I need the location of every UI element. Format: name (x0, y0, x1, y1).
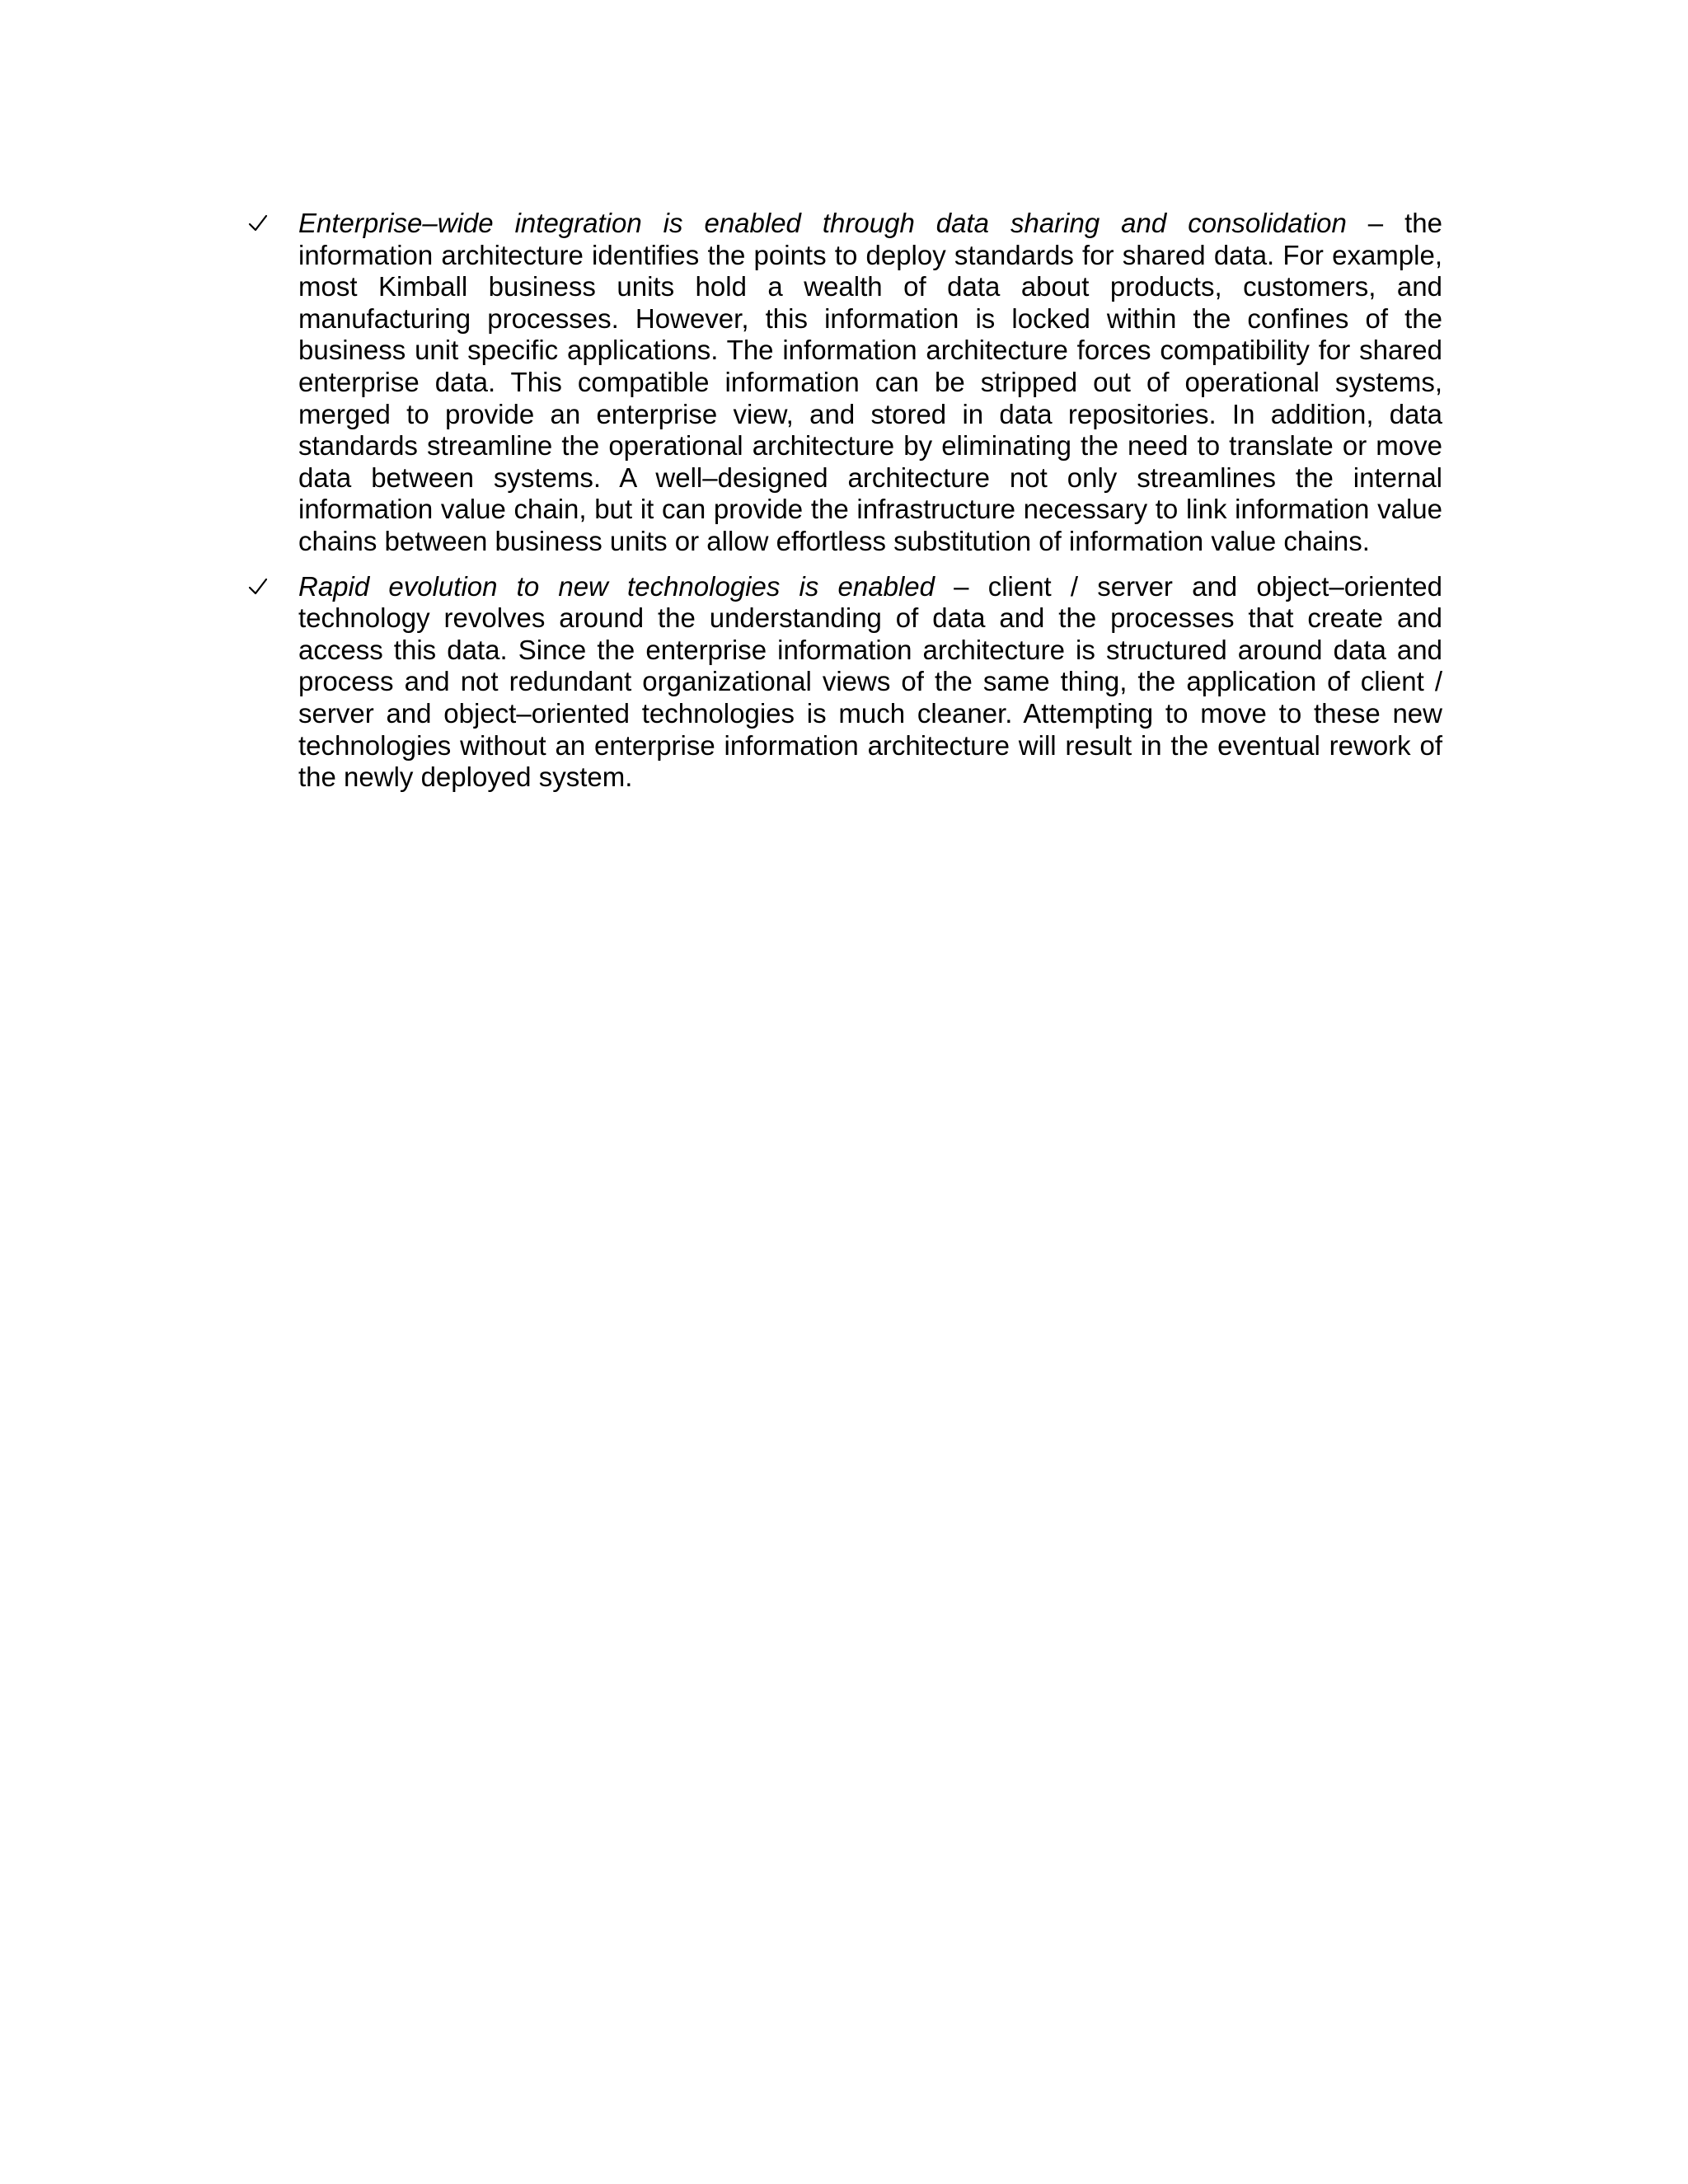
bullet-body: the information architecture identifies the points to deploy standards for shared data. For example, most Kimball business units hold a wealth of data about products, customers, and manufacturing processes. However, this information is locked within the confines of the business unit specific applications. The information architecture forces compatibility for shared enterprise data. This compatible information can be stripped out of operational systems, merged to provide an enterprise view, and stored in data repositories. In addition, data standards streamline the operational architecture by eliminating the need to translate or move data between systems. A well–designed architecture not only streamlines the internal information value chain, but it can provide the infrastructure necessary to link information value chains between business units or allow effortless substitution of information value chains. (298, 208, 1442, 556)
bullet-lead: Enterprise–wide integration is enabled through data sharing and consolidation (298, 208, 1347, 238)
checkmark-icon (247, 208, 272, 239)
list-item (247, 208, 1442, 558)
bullet-lead: Rapid evolution to new technologies is enabled (298, 570, 935, 602)
bullet-separator: – (1346, 208, 1405, 238)
list-item (247, 571, 1442, 794)
checkmark-icon (247, 571, 272, 602)
bullet-separator: – (934, 570, 988, 602)
benefits-list (247, 208, 1442, 807)
bullet-body: client / server and object–oriented technology revolves around the understanding of data and the processes that create and access this data. Since the enterprise information architecture is structured around data and process and not redundant organizational views of the same thing, the application of client / server and object–oriented technologies is much cleaner. Attempting to move to these new technologies without an enterprise information architecture will result in the eventual rework of the newly deployed system. (298, 570, 1442, 793)
